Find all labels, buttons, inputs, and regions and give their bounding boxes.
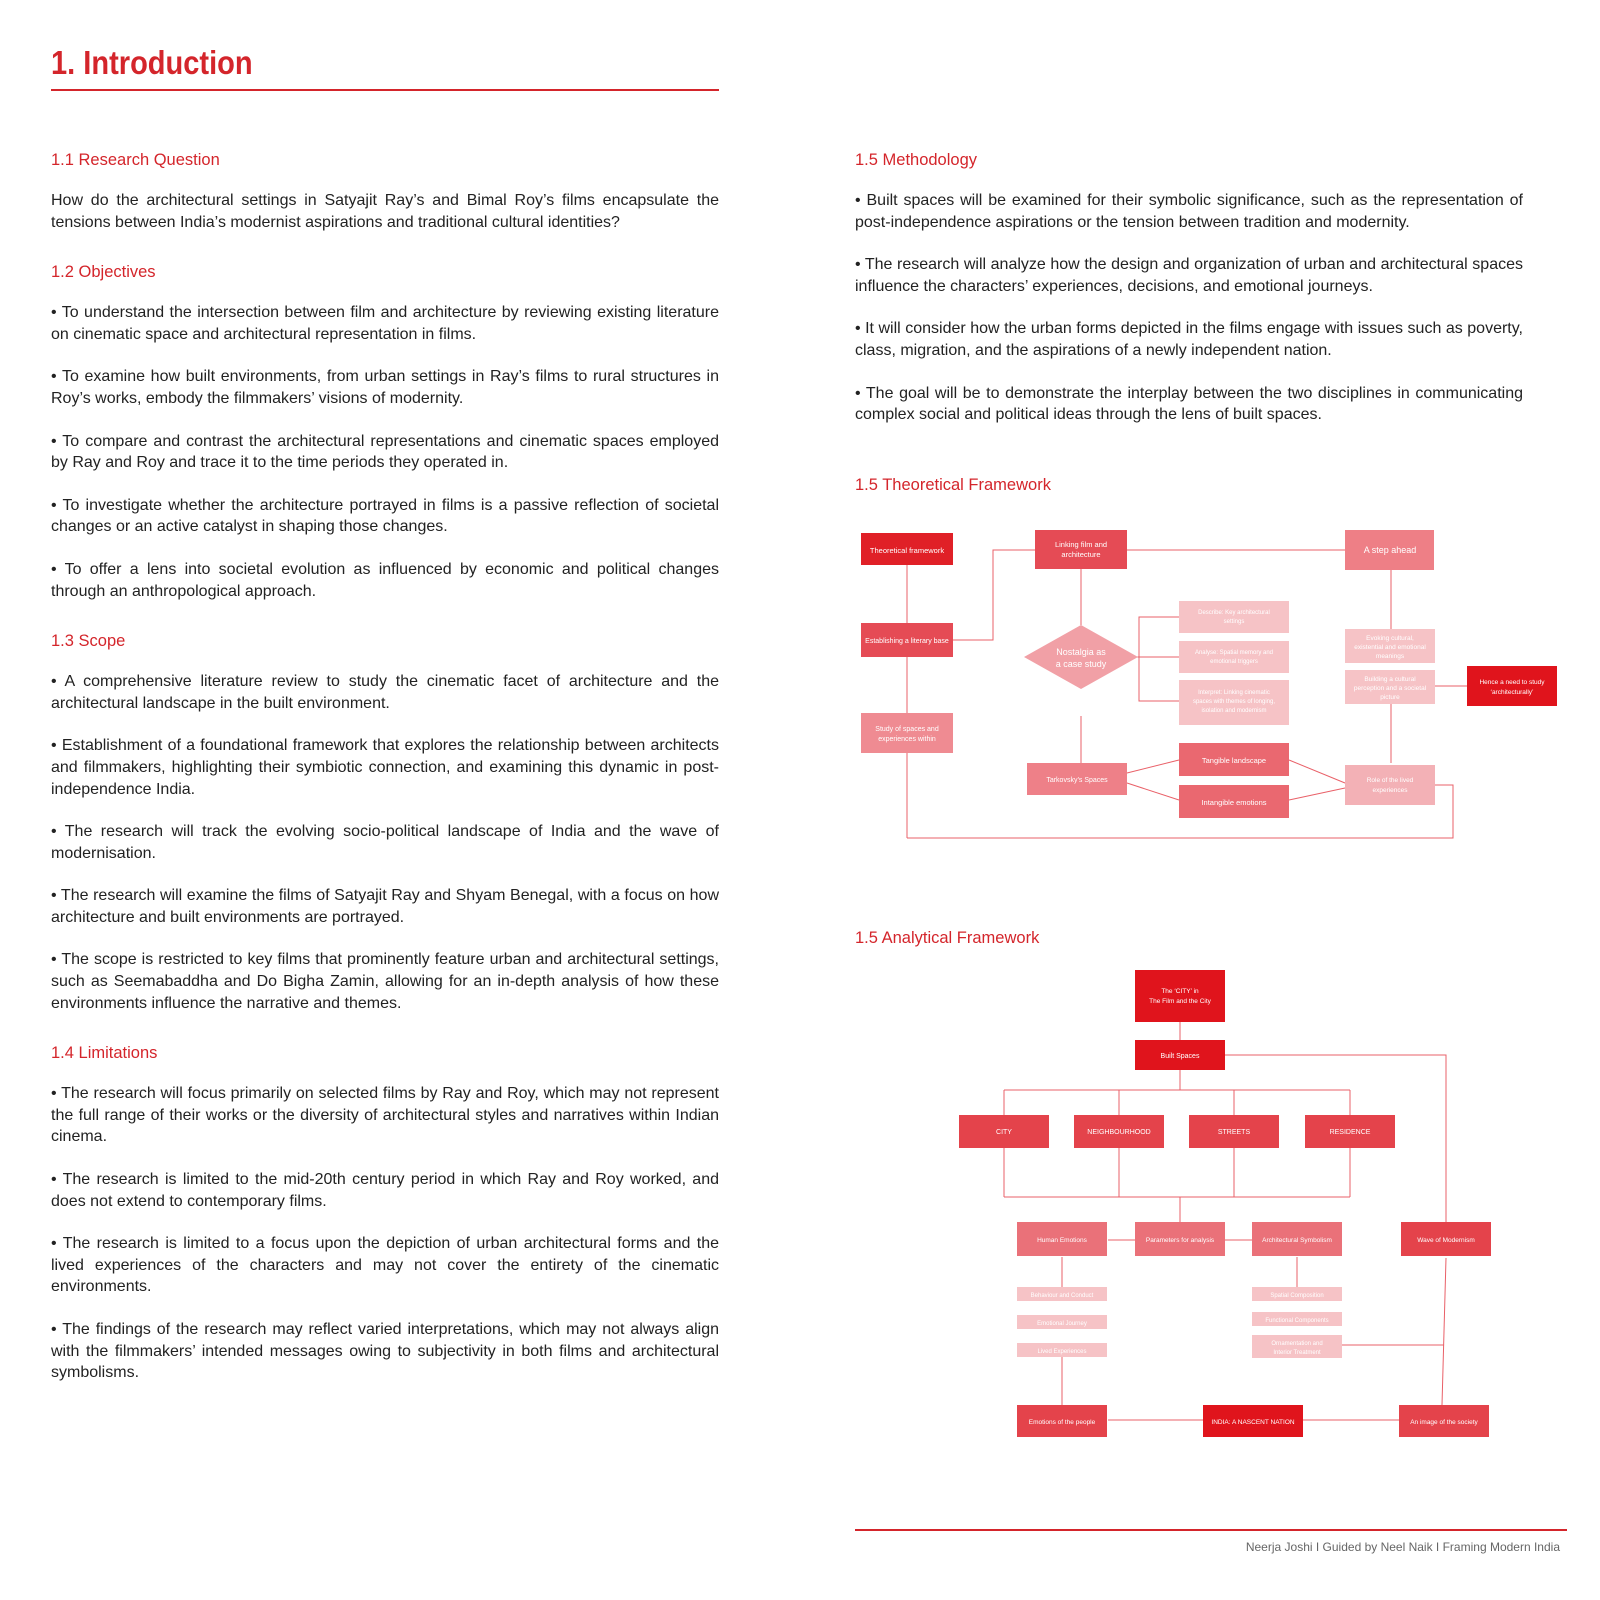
svg-text:Analyse: Spatial memory and: Analyse: Spatial memory and (1194, 650, 1274, 656)
svg-text:Wave of Modernism: Wave of Modernism (1417, 1237, 1475, 1244)
af-node-emotions-people (1017, 1405, 1107, 1437)
svg-text:existential and emotional: existential and emotional (1354, 644, 1426, 651)
methodology-item: • Built spaces will be examined for their symbolic significance, such as the representation of post-independence aspirations or the tension between tradition and modernity. (855, 192, 1523, 231)
footer-divider (855, 1529, 1567, 1531)
af-node-india (1203, 1405, 1303, 1437)
tf-node-analyse (1179, 641, 1289, 673)
research-question-heading: 1.1 Research Question (51, 151, 220, 169)
svg-text:RESIDENCE: RESIDENCE (1329, 1129, 1371, 1136)
svg-text:picture: picture (1380, 694, 1400, 701)
svg-text:Role of the lived: Role of the lived (1366, 777, 1414, 784)
left-column (51, 150, 719, 1413)
tf-node-intangible (1179, 785, 1289, 818)
tf-node-building (1345, 670, 1435, 704)
af-node-residence (1305, 1115, 1395, 1148)
limitation-item: • The research is limited to the mid-20th century period in which Ray and Roy worked, and does not extend to contemporary films. (51, 1171, 719, 1210)
tf-node-tangible (1179, 743, 1289, 776)
af-node-built-spaces (1135, 1040, 1225, 1070)
svg-text:STREETS: STREETS (1217, 1129, 1251, 1136)
theoretical-framework-diagram (855, 525, 1575, 845)
limitation-item: • The findings of the research may reflect varied interpretations, which may not always align with the filmmakers’ intended messages owing to subjectivity in both films and architectural symbolisms. (51, 1321, 719, 1382)
svg-text:settings: settings (1223, 619, 1245, 625)
svg-text:Interpret: Linking cinematic: Interpret: Linking cinematic (1198, 690, 1270, 696)
af-node-city-film (1135, 970, 1225, 1022)
objective-item: • To compare and contrast the architectural representations and cinematic spaces employed by Ray and Roy and trace it to the time periods they operated in. (51, 432, 719, 472)
scope-item: • The research will track the evolving socio-political landscape of India and the wave of modernisation. (51, 823, 719, 862)
svg-text:Study of spaces and: Study of spaces and (875, 726, 939, 733)
research-question-section (51, 150, 719, 233)
methodology-item: • The research will analyze how the design and organization of urban and architectural spaces influence the characters’ experiences, decisions, and emotional journeys. (855, 256, 1523, 295)
svg-text:‘architecturally’: ‘architecturally’ (1490, 689, 1534, 696)
svg-text:Nostalgia as: Nostalgia as (1056, 647, 1106, 657)
limitations-section (51, 1043, 719, 1384)
svg-text:Linking film and: Linking film and (1054, 540, 1108, 549)
svg-text:The Film and the City: The Film and the City (1149, 998, 1211, 1005)
right-column (855, 150, 1523, 455)
svg-text:A step ahead: A step ahead (1363, 545, 1417, 555)
objective-item: • To examine how built environments, from urban settings in Ray’s films to rural structures in Roy’s works, embody the filmmakers’ visions of modernity. (51, 368, 719, 407)
af-node-behaviour (1017, 1287, 1107, 1301)
tf-node-interpret (1179, 680, 1289, 725)
af-node-lived-experiences (1017, 1343, 1107, 1357)
svg-text:architecture: architecture (1061, 550, 1101, 559)
objectives-section (51, 262, 719, 602)
svg-text:isolation and modernism: isolation and modernism (1201, 708, 1267, 714)
af-node-image-society (1399, 1405, 1489, 1437)
svg-text:Describe: Key architectural: Describe: Key architectural (1198, 610, 1270, 616)
svg-text:Emotional Journey: Emotional Journey (1037, 1321, 1087, 1327)
tf-node-hence (1467, 666, 1557, 706)
analytical-framework-diagram (955, 965, 1495, 1445)
analytical-framework-heading: 1.5 Analytical Framework (855, 929, 1040, 947)
svg-text:Architectural Symbolism: Architectural Symbolism (1262, 1237, 1332, 1244)
tf-node-theoretical-framework (861, 533, 953, 565)
tf-node-study (861, 713, 953, 753)
af-node-functional-components (1252, 1312, 1342, 1326)
svg-text:spaces with themes of longing,: spaces with themes of longing, (1192, 699, 1276, 705)
objective-item: • To offer a lens into societal evolution as influenced by economic and political changes through an anthropological approach. (51, 560, 719, 600)
research-question-text: How do the architectural settings in Satyajit Ray’s and Bimal Roy’s films encapsulate the tensions between India’s modernist aspirations and traditional cultural identities? (51, 192, 719, 231)
svg-text:NEIGHBOURHOOD: NEIGHBOURHOOD (1087, 1129, 1151, 1136)
svg-text:a case study: a case study (1055, 659, 1107, 669)
svg-text:Hence a need to study: Hence a need to study (1479, 679, 1545, 686)
tf-node-linking (1035, 530, 1127, 569)
af-node-human-emotions (1017, 1222, 1107, 1256)
tf-node-step-ahead (1345, 530, 1434, 570)
af-node-emotional-journey (1017, 1315, 1107, 1329)
methodology-item: • The goal will be to demonstrate the interplay between the two disciplines in communicating complex social and political ideas through the lens of built spaces. (855, 384, 1523, 424)
svg-text:Behaviour and Conduct: Behaviour and Conduct (1030, 1293, 1094, 1299)
svg-text:meanings: meanings (1375, 653, 1405, 660)
svg-text:experiences: experiences (1372, 787, 1408, 794)
af-node-wave-of-modernism (1401, 1222, 1491, 1256)
svg-text:Tangible landscape: Tangible landscape (1201, 756, 1267, 765)
af-node-ornamentation (1252, 1335, 1342, 1358)
svg-text:Parameters for analysis: Parameters for analysis (1145, 1237, 1215, 1244)
svg-text:perception and a societal: perception and a societal (1353, 685, 1427, 692)
page-title: 1. Introduction (51, 44, 719, 91)
objective-item: • To investigate whether the architecture portrayed in films is a passive reflection of societal changes or an active catalyst in shaping those changes. (51, 496, 719, 536)
limitation-item: • The research will focus primarily on selected films by Ray and Roy, which may not represent the full range of their works or the diversity of architectural styles and narratives within Indian cinema. (51, 1085, 719, 1146)
svg-text:Building a cultural: Building a cultural (1364, 676, 1416, 683)
svg-text:Evoking cultural,: Evoking cultural, (1366, 635, 1414, 642)
theoretical-framework-heading: 1.5 Theoretical Framework (855, 476, 1051, 494)
svg-text:Ornamentation and: Ornamentation and (1271, 1341, 1323, 1347)
af-node-city (959, 1115, 1049, 1148)
limitation-item: • The research is limited to a focus upon the depiction of urban architectural forms and the lived experiences of the characters and may not cover the entirety of the cinematic environments. (51, 1235, 719, 1296)
svg-text:Establishing a literary base: Establishing a literary base (865, 638, 949, 645)
methodology-heading: 1.5 Methodology (855, 151, 978, 169)
scope-item: • Establishment of a foundational framework that explores the relationship between architects and filmmakers, highlighting their symbiotic connection, and examining this dynamic in post-independence India. (51, 737, 719, 798)
scope-item: • The scope is restricted to key films that prominently feature urban and architectural settings, such as Seemabaddha and Do Bigha Zamin, allowing for an in-depth analysis of how these environments influence the narrative and themes. (51, 951, 719, 1012)
tf-node-evoking (1345, 629, 1435, 663)
svg-text:experiences within: experiences within (878, 736, 936, 743)
scope-heading: 1.3 Scope (51, 632, 126, 651)
limitations-heading: 1.4 Limitations (51, 1044, 158, 1063)
svg-text:An image of the society: An image of the society (1410, 1419, 1478, 1426)
tf-node-establishing (861, 623, 953, 657)
svg-text:Built Spaces: Built Spaces (1160, 1053, 1200, 1060)
tf-node-tarkovsky (1027, 763, 1127, 795)
svg-text:CITY: CITY (996, 1129, 1012, 1136)
svg-text:Intangible emotions: Intangible emotions (1201, 798, 1267, 807)
objective-item: • To understand the intersection between film and architecture by reviewing existing literature on cinematic space and architectural representation in films. (51, 304, 719, 343)
svg-text:Theoretical framework: Theoretical framework (869, 546, 945, 555)
af-node-streets (1189, 1115, 1279, 1148)
scope-section (51, 631, 719, 1014)
svg-text:Interior Treatment: Interior Treatment (1273, 1350, 1321, 1356)
footer-credit: Neerja Joshi I Guided by Neel Naik I Framing Modern India (1245, 1540, 1560, 1554)
scope-item: • The research will examine the films of Satyajit Ray and Shyam Benegal, with a focus on how architecture and built environments are portrayed. (51, 887, 719, 926)
svg-text:Human Emotions: Human Emotions (1037, 1237, 1087, 1244)
tf-node-describe (1179, 601, 1289, 633)
svg-text:The ‘CITY’ in: The ‘CITY’ in (1161, 988, 1199, 995)
methodology-item: • It will consider how the urban forms depicted in the films engage with issues such as poverty, class, migration, and the aspirations of a newly independent nation. (855, 320, 1523, 359)
svg-text:Emotions of the people: Emotions of the people (1028, 1419, 1096, 1426)
af-node-architectural-symbolism (1252, 1222, 1342, 1256)
svg-text:Spatial Composition: Spatial Composition (1270, 1293, 1324, 1299)
tf-node-nostalgia (1024, 625, 1138, 689)
scope-item: • A comprehensive literature review to study the cinematic facet of architecture and the architectural landscape in the built environment. (51, 673, 719, 712)
af-node-neighbourhood (1074, 1115, 1164, 1148)
svg-text:Tarkovsky’s Spaces: Tarkovsky’s Spaces (1046, 777, 1108, 784)
objectives-heading: 1.2 Objectives (51, 263, 156, 282)
svg-text:Lived Experiences: Lived Experiences (1037, 1349, 1087, 1355)
svg-text:Functional Components: Functional Components (1265, 1318, 1329, 1324)
af-node-parameters (1135, 1222, 1225, 1256)
tf-node-role (1345, 765, 1435, 805)
svg-text:INDIA: A NASCENT NATION: INDIA: A NASCENT NATION (1211, 1419, 1295, 1426)
methodology-section (855, 150, 1523, 426)
svg-text:emotional triggers: emotional triggers (1210, 659, 1258, 665)
af-node-spatial-composition (1252, 1287, 1342, 1301)
